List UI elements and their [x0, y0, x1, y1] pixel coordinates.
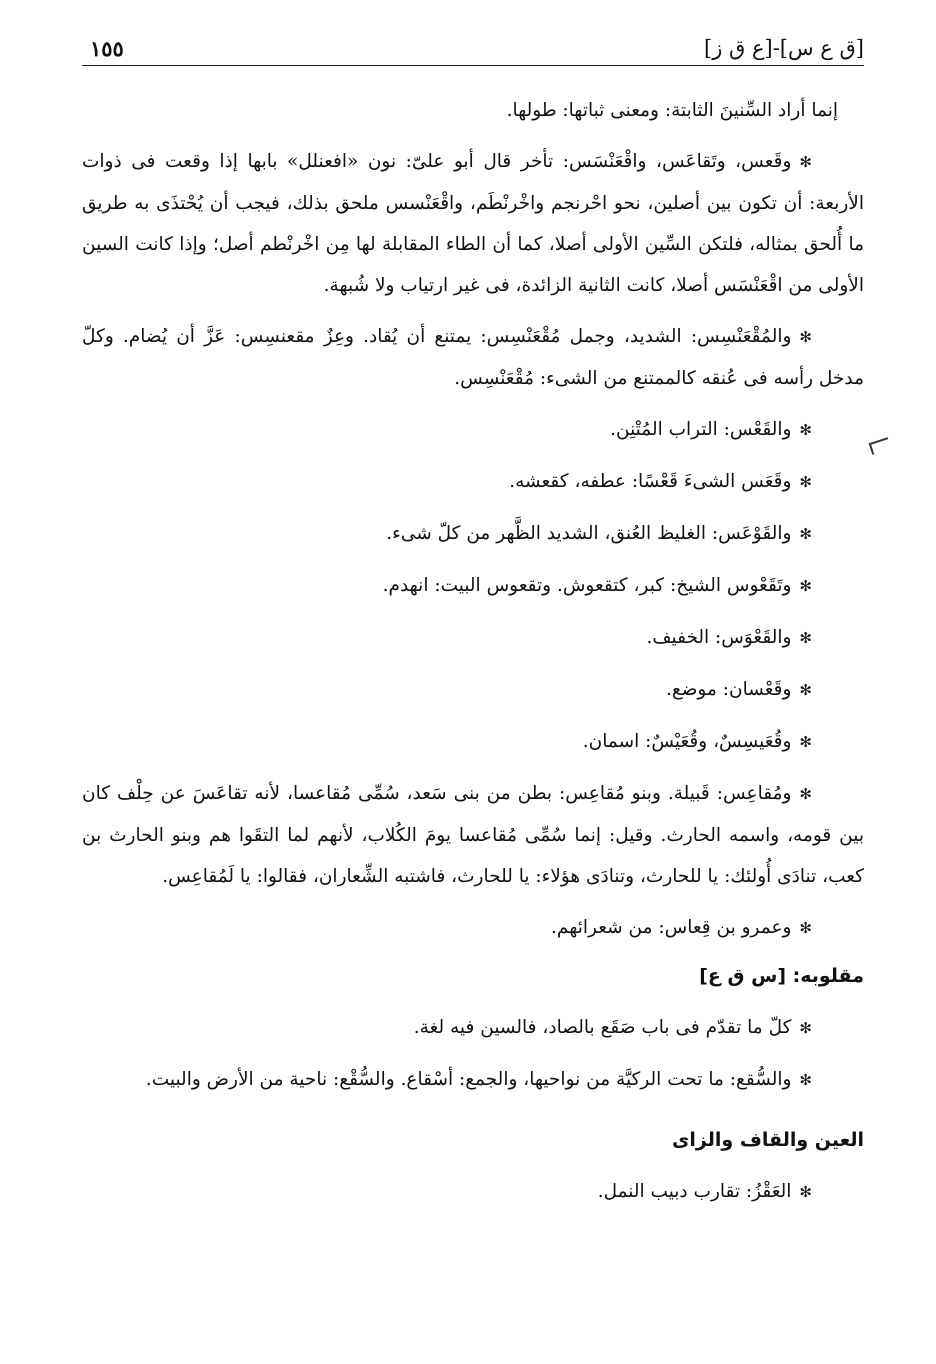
- entry-text: والمُقْعَنْسِس: الشديد، وجمل مُقْعَنْسِس: يمتنع أن يُقاد. وعِزٌ مقعنسِس: عَزَّ أن يُضام. وكلّ مدخل رأسه فى عُنقه كالممتنع من الشىء: مُقْعَنْسِس.: [82, 326, 864, 389]
- entry-paragraph: [82, 907, 864, 949]
- entry-paragraph: [82, 461, 864, 503]
- entry-paragraph: [82, 1059, 864, 1101]
- entry-paragraph: [82, 773, 864, 897]
- entry-paragraph: [82, 316, 864, 399]
- page-number: ١٥٥: [90, 36, 124, 61]
- entry-paragraph: [82, 617, 864, 659]
- entry-paragraph: [82, 1007, 864, 1049]
- entry-text: وقُعَيسِسٌ، وقُعَيْسٌ: اسمان.: [582, 731, 792, 752]
- asterisk-icon: ✻: [799, 328, 812, 346]
- entry-text: العَقْزُ: تقارب دبيب النمل.: [597, 1181, 792, 1202]
- entry-paragraph: [82, 90, 864, 131]
- entry-text: والسُّقع: ما تحت الركيَّة من نواحيها، والجمع: أسْقاع. والسُّقْع: ناحية من الأرض والبيت.: [145, 1069, 792, 1090]
- entry-text: والقَعْوَس: الخفيف.: [646, 627, 792, 648]
- asterisk-icon: ✻: [799, 153, 812, 171]
- entries-saq: [82, 1007, 864, 1101]
- running-head: [ق ع س]-[ع ق ز]: [704, 36, 864, 60]
- entry-paragraph: [82, 1171, 864, 1213]
- entry-text: ومُقاعِس: قَبيلة. وبنو مُقاعِس: بطن من بنى سَعد، سُمِّى مُقاعسا، لأنه تقاعَسَ عن حِلْف كان بين قومه، واسمه الحارث. وقيل: إنما سُمِّى مُقاعسا يومَ الكُلاب، لأنهم لما التقَوا هم وبنو الحارث بن كعب، تنادَى أُولئك: يا للحارث، وتنادَى هؤلاء: يا للحارث، فاشتبه الشِّعاران، فقالوا: يا لَمُقاعِس.: [82, 783, 864, 887]
- page-header: [82, 34, 864, 66]
- entry-paragraph: [82, 669, 864, 711]
- asterisk-icon: ✻: [799, 681, 812, 699]
- entry-text: وقَعس، وتَقاعَس، واقْعَنْسَس: تأخر قال أبو علىّ: نون «افعنلل» بابها إذا وقعت فى ذوات الأربعة: أن تكون بين أصلين، نحو احْرنجم واخْرنْطَم، واقْعَنْسس ملحق بذلك، فيجب أن يُحْتذَى به طريق ما أُلحق بمثاله، فلتكن السِّين الأولى أصلا، كما أن الطاء المقابلة لها مِن اخْرنْطم أصل؛ وإذا كانت السين الأولى من اقْعَنْسَس أصلا، كانت الثانية الزائدة، فى غير ارتياب ولا شُبهة.: [82, 151, 864, 296]
- asterisk-icon: ✻: [799, 785, 812, 803]
- asterisk-icon: ✻: [799, 919, 812, 937]
- entry-paragraph: [82, 409, 864, 451]
- entries-aqz: [82, 1171, 864, 1213]
- entry-text: وقَعَس الشىءَ قَعْسًا: عطفه، كقعشه.: [509, 471, 792, 492]
- asterisk-icon: ✻: [799, 473, 812, 491]
- entry-text: وقَعْسان: موضع.: [665, 679, 792, 700]
- entry-paragraph: [82, 721, 864, 763]
- entry-paragraph: [82, 141, 864, 306]
- asterisk-icon: ✻: [799, 1071, 812, 1089]
- asterisk-icon: ✻: [799, 421, 812, 439]
- page-body: [82, 66, 864, 1213]
- entry-text: كلّ ما تقدّم فى باب صَقَع بالصاد، فالسين فيه لغة.: [413, 1017, 792, 1038]
- asterisk-icon: ✻: [799, 1183, 812, 1201]
- asterisk-icon: ✻: [799, 577, 812, 595]
- asterisk-icon: ✻: [799, 525, 812, 543]
- entry-paragraph: [82, 565, 864, 607]
- entry-text: وتَقَعْوس الشيخ: كبر، كتقعوش. وتقعوس البيت: انهدم.: [382, 575, 792, 596]
- entries-qas: [82, 90, 864, 949]
- entry-text: وعمرو بن قِعاس: من شعرائهم.: [551, 917, 792, 938]
- asterisk-icon: ✻: [799, 629, 812, 647]
- entry-text: والقَعْس: التراب المُتْنِن.: [610, 419, 792, 440]
- entry-text: والقَوْعَس: الغليظ العُنق، الشديد الظَّهر من كلّ شىء.: [386, 523, 792, 544]
- subheading-maqlub: مقلوبه: [س ق ع]: [699, 965, 864, 987]
- asterisk-icon: ✻: [799, 733, 812, 751]
- asterisk-icon: ✻: [799, 1019, 812, 1037]
- header-rule: [82, 65, 864, 66]
- book-page: [82, 34, 864, 1334]
- entry-paragraph: [82, 513, 864, 555]
- margin-mark: [869, 437, 892, 455]
- entry-text: إنما أراد السِّنينَ الثابتة: ومعنى ثباتها: طولها.: [506, 100, 838, 121]
- section-heading: العين والقاف والزاى: [672, 1129, 864, 1151]
